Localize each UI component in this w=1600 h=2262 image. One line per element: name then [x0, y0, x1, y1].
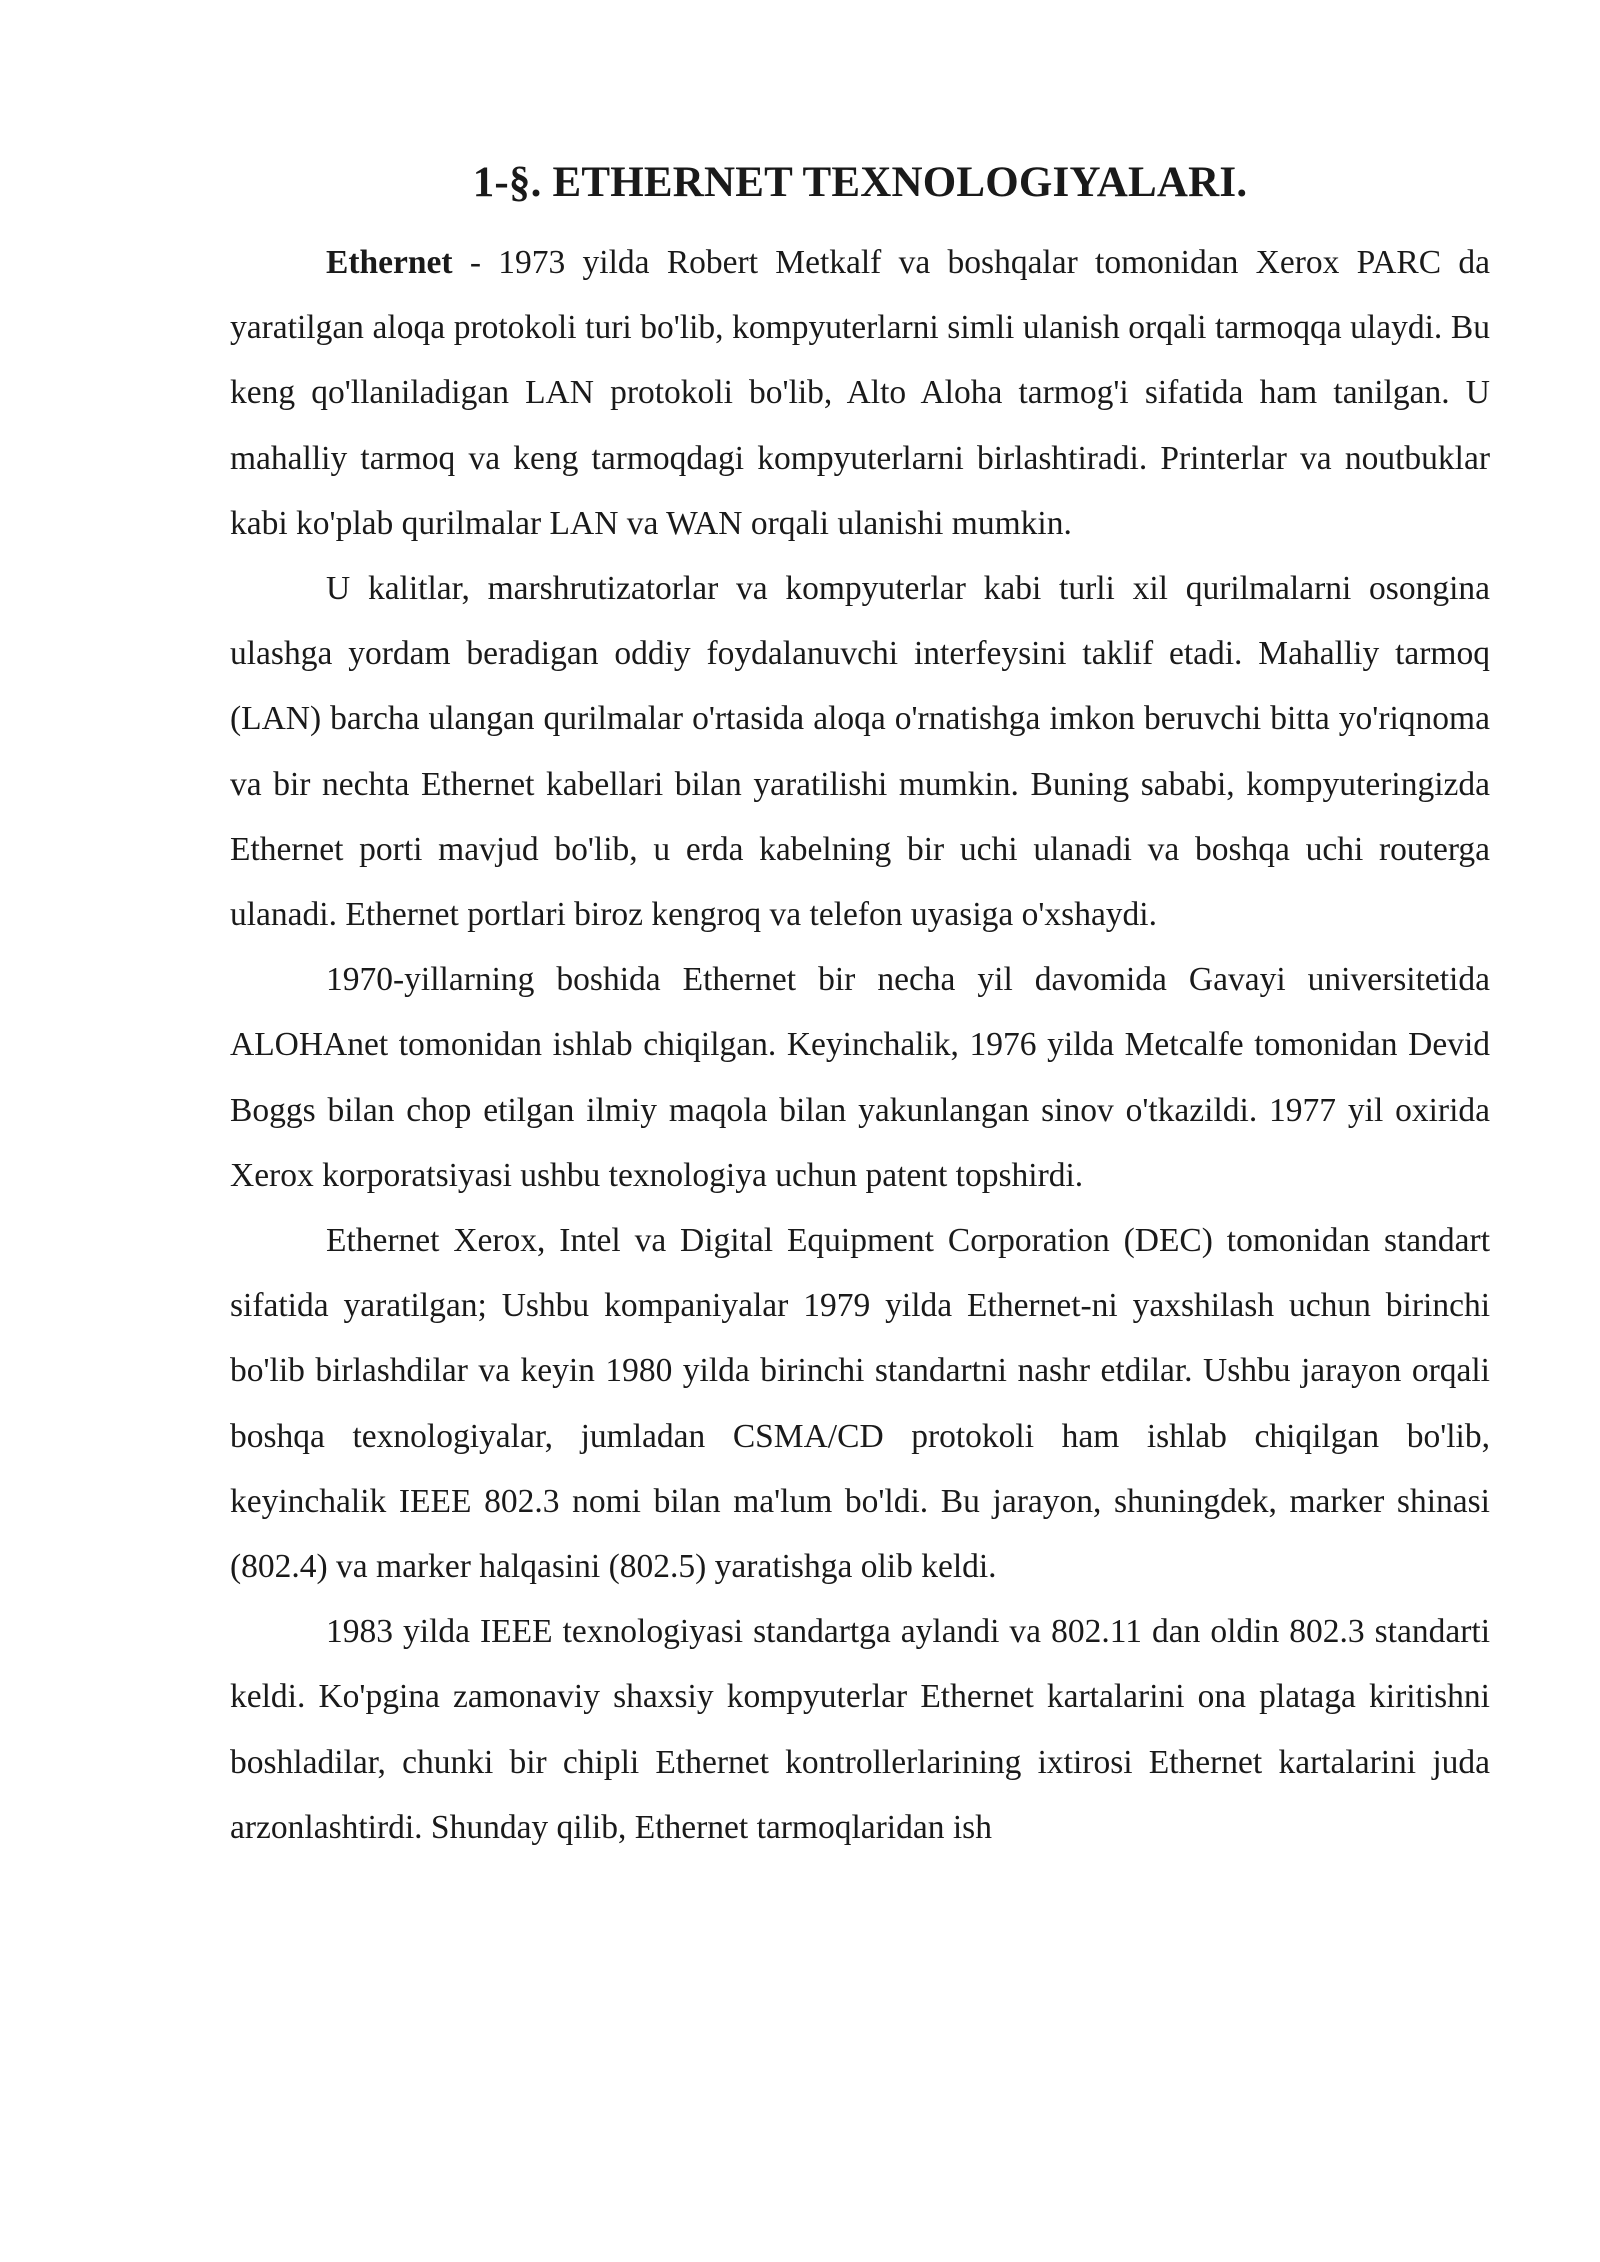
paragraph-1-lead-term: Ethernet — [326, 244, 453, 281]
paragraph-2: U kalitlar, marshrutizatorlar va kompyuterlar kabi turli xil qurilmalarni osongina ulashga yordam beradigan oddiy foydalanuvchi interfeysini taklif etadi. Mahalliy tarmoq (LAN) barcha ulangan qurilmalar o'rtasida aloqa o'rnatishga imkon beruvchi bitta yo'riqnoma va bir nechta Ethernet kabellari bilan yaratilishi mumkin. Buning sababi, kompyuteringizda Ethernet porti mavjud bo'lib, u erda kabelning bir uchi ulanadi va boshqa uchi routerga ulanadi. Ethernet portlari biroz kengroq va telefon uyasiga o'xshaydi. — [230, 570, 1490, 934]
paragraph-1 — [230, 230, 1490, 556]
document-body — [230, 150, 1490, 1860]
paragraph-4: Ethernet Xerox, Intel va Digital Equipment Corporation (DEC) tomonidan standart sifatida yaratilgan; Ushbu kompaniyalar 1979 yilda Ethernet-ni yaxshilash uchun birinchi bo'lib birlashdilar va keyin 1980 yilda birinchi standartni nashr etdilar. Ushbu jarayon orqali boshqa texnologiyalar, jumladan CSMA/CD protokoli ham ishlab chiqilgan bo'lib, keyinchalik IEEE 802.3 nomi bilan ma'lum bo'ldi. Bu jarayon, shuningdek, marker shinasi (802.4) va marker halqasini (802.5) yaratishga olib keldi. — [230, 1222, 1490, 1586]
paragraph-5: 1983 yilda IEEE texnologiyasi standartga aylandi va 802.11 dan oldin 802.3 standarti keldi. Ko'pgina zamonaviy shaxsiy kompyuterlar Ethernet kartalarini ona plataga kiritishni boshladilar, chunki bir chipli Ethernet kontrollerlarining ixtirosi Ethernet kartalarini juda arzonlashtirdi. Shunday qilib, Ethernet tarmoqlaridan ish — [230, 1613, 1490, 1846]
document-title: 1-§. ETHERNET TEXNOLOGIYALARI. — [472, 159, 1248, 206]
paragraph-3: 1970-yillarning boshida Ethernet bir necha yil davomida Gavayi universitetida ALOHAnet tomonidan ishlab chiqilgan. Keyinchalik, 1976 yilda Metcalfe tomonidan Devid Boggs bilan chop etilgan ilmiy maqola bilan yakunlangan sinov o'tkazildi. 1977 yil oxirida Xerox korporatsiyasi ushbu texnologiya uchun patent topshirdi. — [230, 961, 1490, 1194]
paragraph-1-text: - 1973 yilda Robert Metkalf va boshqalar tomonidan Xerox PARC da yaratilgan aloqa protokoli turi bo'lib, kompyuterlarni simli ulanish orqali tarmoqqa ulaydi. Bu keng qo'llaniladigan LAN protokoli bo'lib, Alto Aloha tarmog'i sifatida ham tanilgan. U mahalliy tarmoq va keng tarmoqdagi kompyuterlarni birlashtiradi. Printerlar va noutbuklar kabi ko'plab qurilmalar LAN va WAN orqali ulanishi mumkin. — [230, 244, 1490, 542]
